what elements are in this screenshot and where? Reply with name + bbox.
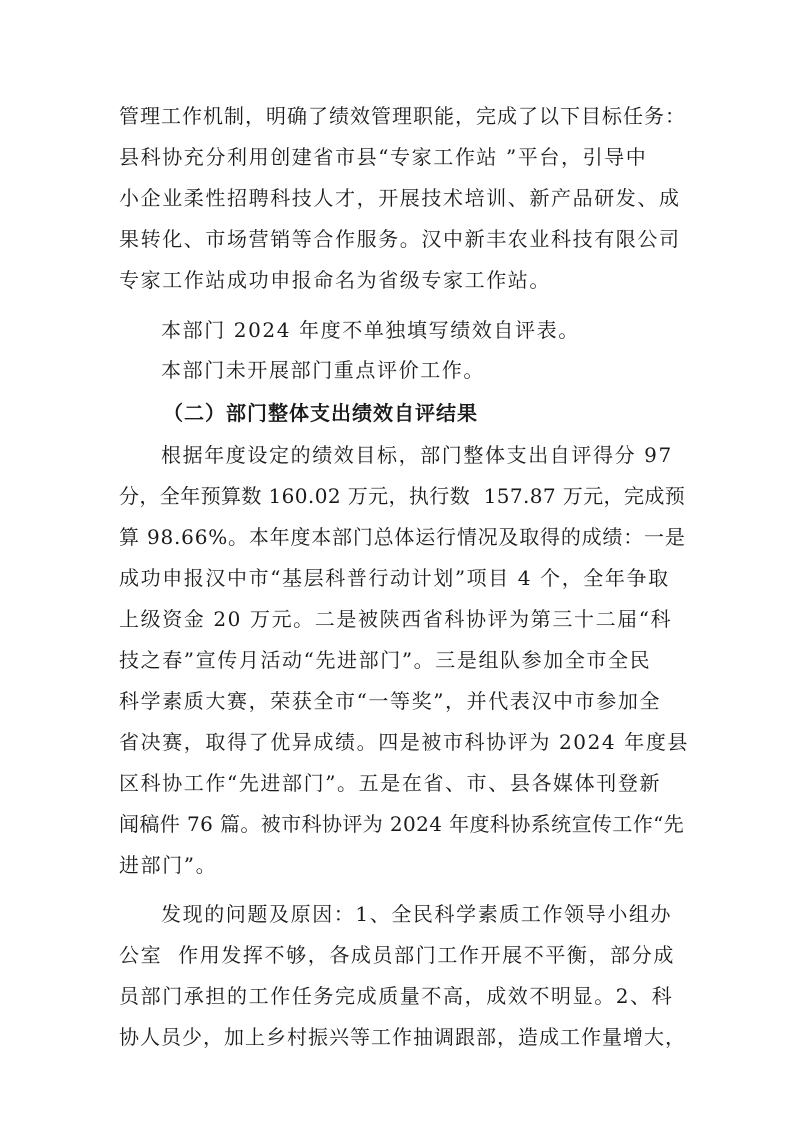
paragraph-line: 根据年度设定的绩效目标，部门整体支出自评得分 97 <box>161 443 673 467</box>
section-heading: （二）部门整体支出绩效自评结果 <box>163 401 478 425</box>
paragraph-line: 公室 作用发挥不够，各成员部门工作开展不平衡，部分成 <box>119 943 675 967</box>
paragraph-line: 管理工作机制，明确了绩效管理职能，完成了以下目标任务： <box>119 104 686 128</box>
paragraph-line: 算 98.66%。本年度本部门总体运行情况及取得的成绩：一是 <box>119 525 686 549</box>
paragraph-line: 果转化、市场营销等合作服务。汉中新丰农业科技有限公司 <box>119 227 681 251</box>
paragraph-line: 员部门承担的工作任务完成质量不高，成效不明显。2、科 <box>119 984 674 1008</box>
paragraph-line: 本部门未开展部门重点评价工作。 <box>161 358 485 382</box>
paragraph-line: 小企业柔性招聘科技人才，开展技术培训、新产品研发、成 <box>119 186 681 210</box>
paragraph-line: 上级资金 20 万元。二是被陕西省科协评为第三十二届“科 <box>119 607 673 631</box>
paragraph-line: 发现的问题及原因：1、全民科学素质工作领导小组办 <box>161 902 673 926</box>
paragraph-line: 进部门”。 <box>119 853 218 877</box>
paragraph-line: 县科协充分利用创建省市县“专家工作站 ”平台，引导中 <box>119 145 648 169</box>
paragraph-line: 技之春”宣传月活动“先进部门”。三是组队参加全市全民 <box>119 648 652 672</box>
paragraph-line: 专家工作站成功申报命名为省级专家工作站。 <box>119 268 551 292</box>
paragraph-line: 分，全年预算数 160.02 万元，执行数 157.87 万元，完成预 <box>119 484 686 508</box>
paragraph-line: 省决赛，取得了优异成绩。四是被市科协评为 2024 年度县 <box>119 730 690 754</box>
paragraph-line: 成功申报汉中市“基层科普行动计划”项目 4 个，全年争取 <box>119 566 670 590</box>
paragraph-line: 闻稿件 76 篇。被市科协评为 2024 年度科协系统宣传工作“先 <box>119 812 685 836</box>
paragraph-line: 本部门 2024 年度不单独填写绩效自评表。 <box>161 318 580 342</box>
paragraph-line: 协人员少，加上乡村振兴等工作抽调跟部，造成工作量增大， <box>119 1025 686 1049</box>
paragraph-line: 科学素质大赛，荣获全市“一等奖”，并代表汉中市参加全 <box>119 689 662 713</box>
paragraph-line: 区科协工作“先进部门”。五是在省、市、县各媒体刊登新 <box>119 771 662 795</box>
